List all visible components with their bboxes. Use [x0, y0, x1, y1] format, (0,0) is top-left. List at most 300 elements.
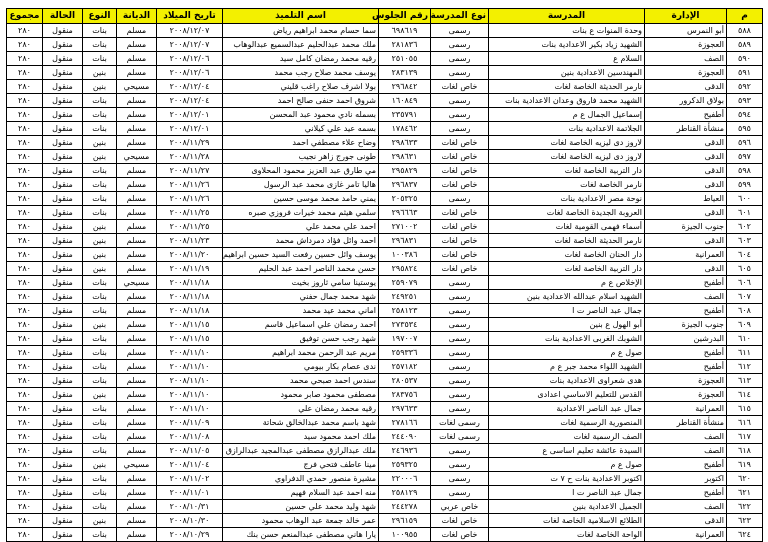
table-row [7, 150, 763, 164]
status-cell: منقول [43, 164, 83, 178]
administration-cell: العجوزة [645, 374, 727, 388]
row-index-cell: ٦١٧ [727, 430, 763, 444]
row-index-cell: ٥٩٨ [727, 164, 763, 178]
table-row [7, 402, 763, 416]
school-type-cell: خاص لغات [431, 234, 489, 248]
gender-cell: بنات [83, 486, 117, 500]
school-type-cell: رسمى [431, 192, 489, 206]
administration-cell: أطفيح [645, 108, 727, 122]
row-index-cell: ٥٩٤ [727, 108, 763, 122]
student-name-cell: يارا هاني مصطفى عبدالمنعم حسن بنك [223, 528, 379, 542]
administration-cell: اكتوبر [645, 472, 727, 486]
table-row [7, 38, 763, 52]
table-body [7, 24, 763, 542]
total-cell: ٢٨٠ [7, 472, 43, 486]
student-name-cell: منه احمد عبد السلام فهيم [223, 486, 379, 500]
school-cell: الطلائع الاسلامية الخاصة لغات [489, 514, 645, 528]
status-cell: منقول [43, 514, 83, 528]
gender-cell: بنين [83, 388, 117, 402]
gender-cell: بنين [83, 136, 117, 150]
student-name-cell: بولا اشرف صلاح راغب قليني [223, 80, 379, 94]
gender-cell: بنات [83, 164, 117, 178]
seat-number-cell: ٢٠٥٣٢٥ [379, 192, 431, 206]
table-row [7, 486, 763, 500]
row-index-cell: ٦٠٥ [727, 262, 763, 276]
religion-cell: مسلم [117, 108, 157, 122]
row-index-cell: ٥٨٩ [727, 38, 763, 52]
status-cell: منقول [43, 304, 83, 318]
administration-cell: منشأة القناطر [645, 122, 727, 136]
gender-cell: بنات [83, 402, 117, 416]
table-row [7, 360, 763, 374]
administration-cell: العجوزة [645, 38, 727, 52]
administration-cell: الدقى [645, 514, 727, 528]
header-index: م [727, 9, 763, 24]
birth-date-cell: ٢٠٠٨/١١/٢٦ [157, 178, 223, 192]
administration-cell: أطفيح [645, 360, 727, 374]
row-index-cell: ٥٩٩ [727, 178, 763, 192]
total-cell: ٢٨٠ [7, 430, 43, 444]
header-school: المدرسة [489, 9, 645, 24]
table-row [7, 66, 763, 80]
religion-cell: مسلم [117, 388, 157, 402]
school-cell: جمال عبد الناصر ت ا [489, 304, 645, 318]
row-index-cell: ٦١٩ [727, 458, 763, 472]
administration-cell: أبو النمرس [645, 24, 727, 38]
seat-number-cell: ٢٩٨٦٣٣ [379, 136, 431, 150]
gender-cell: بنين [83, 234, 117, 248]
status-cell: منقول [43, 206, 83, 220]
table-row [7, 24, 763, 38]
student-name-cell: شهد محمد جمال حفني [223, 290, 379, 304]
header-student-name: اسم التلميذ [223, 9, 379, 24]
table-row [7, 192, 763, 206]
administration-cell: الصف [645, 290, 727, 304]
school-type-cell: خاص لغات [431, 528, 489, 542]
seat-number-cell: ٢٣٥٧٩١ [379, 108, 431, 122]
school-cell: الجلاتمة الاعدادية بنات [489, 122, 645, 136]
religion-cell: مسلم [117, 430, 157, 444]
birth-date-cell: ٢٠٠٨/١١/٢٨ [157, 150, 223, 164]
status-cell: منقول [43, 332, 83, 346]
administration-cell: منشأة القناطر [645, 416, 727, 430]
administration-cell: الدقى [645, 262, 727, 276]
school-cell: الشهيد زياد بكير الاعدادية بنات [489, 38, 645, 52]
table-row [7, 416, 763, 430]
school-cell: المهندسين الاعدادية بنين [489, 66, 645, 80]
student-name-cell: احمد وائل فؤاد دمرداش محمد [223, 234, 379, 248]
total-cell: ٢٨٠ [7, 150, 43, 164]
status-cell: منقول [43, 416, 83, 430]
seat-number-cell: ٢٥٨١٢٣ [379, 304, 431, 318]
religion-cell: مسلم [117, 178, 157, 192]
row-index-cell: ٦٢٠ [727, 472, 763, 486]
seat-number-cell: ٢٩٦٨٤٢ [379, 80, 431, 94]
row-index-cell: ٦٠٨ [727, 304, 763, 318]
administration-cell: العجوزة [645, 388, 727, 402]
school-type-cell: خاص لغات [431, 150, 489, 164]
table-row [7, 304, 763, 318]
student-name-cell: يوسف محمد صلاح رجب محمد [223, 66, 379, 80]
seat-number-cell: ٢٨٣٧٥٦ [379, 388, 431, 402]
header-status: الحالة [43, 9, 83, 24]
total-cell: ٢٨٠ [7, 444, 43, 458]
gender-cell: بنات [83, 108, 117, 122]
gender-cell: بنين [83, 80, 117, 94]
seat-number-cell: ٢٤٤٢٧٨ [379, 500, 431, 514]
student-name-cell: ملك احمد محمود سيد [223, 430, 379, 444]
religion-cell: مسلم [117, 304, 157, 318]
row-index-cell: ٦١٠ [727, 332, 763, 346]
student-name-cell: يمني حامد محمد موسى حسين [223, 192, 379, 206]
school-cell: السلام ع [489, 52, 645, 66]
gender-cell: بنين [83, 514, 117, 528]
row-index-cell: ٦١٤ [727, 388, 763, 402]
table-row [7, 220, 763, 234]
birth-date-cell: ٢٠٠٨/١١/١٨ [157, 290, 223, 304]
birth-date-cell: ٢٠٠٨/١١/١٠ [157, 360, 223, 374]
birth-date-cell: ٢٠٠٨/١١/٢٠ [157, 248, 223, 262]
birth-date-cell: ٢٠٠٨/١١/٠٤ [157, 458, 223, 472]
school-type-cell: رسمى [431, 276, 489, 290]
header-administration: الإدارة [645, 9, 727, 24]
school-type-cell: رسمى [431, 66, 489, 80]
religion-cell: مسلم [117, 206, 157, 220]
administration-cell: جنوب الجيزة [645, 220, 727, 234]
religion-cell: مسلم [117, 444, 157, 458]
school-cell: الصف الرسمية لغات [489, 430, 645, 444]
school-cell: نوحة مصر الاعدادية بنات [489, 192, 645, 206]
school-type-cell: خاص عربي [431, 500, 489, 514]
gender-cell: بنات [83, 444, 117, 458]
religion-cell: مسلم [117, 248, 157, 262]
student-name-cell: اماني محمد عيد محمد [223, 304, 379, 318]
header-gender: النوع [83, 9, 117, 24]
religion-cell: مسلم [117, 290, 157, 304]
religion-cell: مسيحي [117, 80, 157, 94]
seat-number-cell: ٢٥٩٠٧٩ [379, 276, 431, 290]
school-cell: أسماء فهمى القومية لغات [489, 220, 645, 234]
school-cell: العروبة الجديدة الخاصة لغات [489, 206, 645, 220]
administration-cell: الدقى [645, 80, 727, 94]
row-index-cell: ٥٩١ [727, 66, 763, 80]
student-name-cell: احمد علي محمد علي [223, 220, 379, 234]
row-index-cell: ٦١٦ [727, 416, 763, 430]
student-name-cell: مريم عبد الرحمن محمد ابراهيم [223, 346, 379, 360]
seat-number-cell: ١٦٠٨٤٩ [379, 94, 431, 108]
table-row [7, 52, 763, 66]
total-cell: ٢٨٠ [7, 276, 43, 290]
status-cell: منقول [43, 150, 83, 164]
student-name-cell: رقيه محمد رمضان كامل سيد [223, 52, 379, 66]
status-cell: منقول [43, 458, 83, 472]
birth-date-cell: ٢٠٠٨/١٢/٠١ [157, 108, 223, 122]
school-type-cell: خاص لغات [431, 136, 489, 150]
administration-cell: بولاق الدكرور [645, 94, 727, 108]
school-cell: الإخلاص ع م [489, 276, 645, 290]
total-cell: ٢٨٠ [7, 486, 43, 500]
administration-cell: أطفيح [645, 346, 727, 360]
school-type-cell: رسمى [431, 108, 489, 122]
student-name-cell: احمد رمضان علي اسماعيل قاسم [223, 318, 379, 332]
religion-cell: مسلم [117, 416, 157, 430]
religion-cell: مسلم [117, 122, 157, 136]
gender-cell: بنين [83, 262, 117, 276]
total-cell: ٢٨٠ [7, 52, 43, 66]
table-row [7, 444, 763, 458]
school-type-cell: رسمى [431, 444, 489, 458]
table-row [7, 136, 763, 150]
row-index-cell: ٦١٨ [727, 444, 763, 458]
birth-date-cell: ٢٠٠٨/١١/١٠ [157, 402, 223, 416]
total-cell: ٢٨٠ [7, 318, 43, 332]
status-cell: منقول [43, 472, 83, 486]
gender-cell: بنات [83, 500, 117, 514]
school-type-cell: رسمى [431, 304, 489, 318]
birth-date-cell: ٢٠٠٨/١١/١٨ [157, 304, 223, 318]
total-cell: ٢٨٠ [7, 164, 43, 178]
gender-cell: بنات [83, 374, 117, 388]
student-name-cell: سندس احمد صبحي محمد [223, 374, 379, 388]
row-index-cell: ٦١١ [727, 346, 763, 360]
birth-date-cell: ٢٠٠٨/١١/٠٩ [157, 416, 223, 430]
birth-date-cell: ٢٠٠٨/١١/٢٩ [157, 136, 223, 150]
total-cell: ٢٨٠ [7, 262, 43, 276]
status-cell: منقول [43, 402, 83, 416]
administration-cell: أطفيح [645, 304, 727, 318]
religion-cell: مسلم [117, 486, 157, 500]
total-cell: ٢٨٠ [7, 24, 43, 38]
table-row [7, 234, 763, 248]
birth-date-cell: ٢٠٠٨/١١/١٥ [157, 318, 223, 332]
total-cell: ٢٨٠ [7, 192, 43, 206]
school-cell: وحدة المنوات ع بنات [489, 24, 645, 38]
seat-number-cell: ٢٩٦١٥٩ [379, 514, 431, 528]
status-cell: منقول [43, 220, 83, 234]
table-row [7, 430, 763, 444]
total-cell: ٢٨٠ [7, 402, 43, 416]
gender-cell: بنات [83, 332, 117, 346]
birth-date-cell: ٢٠٠٨/١١/٢٥ [157, 220, 223, 234]
school-cell: إسماعيل الجمال ع م [489, 108, 645, 122]
status-cell: منقول [43, 290, 83, 304]
header-birth-date: تاريخ الميلاد [157, 9, 223, 24]
administration-cell: الدقى [645, 178, 727, 192]
administration-cell: البدرشين [645, 332, 727, 346]
school-cell: صول ع م [489, 346, 645, 360]
total-cell: ٢٨٠ [7, 458, 43, 472]
gender-cell: بنات [83, 178, 117, 192]
seat-number-cell: ٢٨٣١٣٩ [379, 66, 431, 80]
status-cell: منقول [43, 192, 83, 206]
student-name-cell: بسمله نادي محمود عبد المحسن [223, 108, 379, 122]
religion-cell: مسلم [117, 514, 157, 528]
total-cell: ٢٨٠ [7, 94, 43, 108]
status-cell: منقول [43, 66, 83, 80]
administration-cell: الدقى [645, 206, 727, 220]
school-cell: نارمر الخاصة لغات [489, 178, 645, 192]
total-cell: ٢٨٠ [7, 388, 43, 402]
birth-date-cell: ٢٠٠٨/١١/١٥ [157, 332, 223, 346]
row-index-cell: ٦٠١ [727, 206, 763, 220]
student-name-cell: يوستينا سامي ثاروز بخيت [223, 276, 379, 290]
school-type-cell: خاص لغات [431, 514, 489, 528]
status-cell: منقول [43, 388, 83, 402]
total-cell: ٢٨٠ [7, 80, 43, 94]
religion-cell: مسلم [117, 24, 157, 38]
religion-cell: مسلم [117, 360, 157, 374]
row-index-cell: ٥٩٧ [727, 150, 763, 164]
school-type-cell: رسمى [431, 472, 489, 486]
row-index-cell: ٦٢٤ [727, 528, 763, 542]
school-type-cell: رسمى [431, 360, 489, 374]
religion-cell: مسلم [117, 374, 157, 388]
administration-cell: أطفيح [645, 486, 727, 500]
administration-cell: الدقى [645, 136, 727, 150]
school-type-cell: رسمى [431, 122, 489, 136]
birth-date-cell: ٢٠٠٨/١١/٠٢ [157, 472, 223, 486]
school-type-cell: خاص لغات [431, 80, 489, 94]
gender-cell: بنين [83, 220, 117, 234]
school-cell: الشوبك الغربى الاعدادية بنات [489, 332, 645, 346]
table-header-row [7, 9, 763, 24]
table-row [7, 374, 763, 388]
school-type-cell: رسمى [431, 346, 489, 360]
row-index-cell: ٦٠٦ [727, 276, 763, 290]
status-cell: منقول [43, 360, 83, 374]
seat-number-cell: ٢٤٩٢٥١ [379, 290, 431, 304]
religion-cell: مسيحي [117, 458, 157, 472]
status-cell: منقول [43, 178, 83, 192]
seat-number-cell: ٢٥٩٣٢٥ [379, 458, 431, 472]
total-cell: ٢٨٠ [7, 108, 43, 122]
school-type-cell: خاص لغات [431, 206, 489, 220]
results-table [6, 8, 763, 542]
birth-date-cell: ٢٠٠٨/١١/١٨ [157, 276, 223, 290]
student-name-cell: حسن محمد الناصر احمد عبد الحليم [223, 262, 379, 276]
school-type-cell: رسمى [431, 94, 489, 108]
student-name-cell: هاليا تامر غازى محمد عبد الرسول [223, 178, 379, 192]
row-index-cell: ٦٢٢ [727, 500, 763, 514]
status-cell: منقول [43, 500, 83, 514]
student-name-cell: شهد باسم محمد عبدالخالق شحاتة [223, 416, 379, 430]
status-cell: منقول [43, 122, 83, 136]
table-row [7, 500, 763, 514]
student-name-cell: مصطفى محمود صابر محمود [223, 388, 379, 402]
student-name-cell: شروق احمد حنفى صالح احمد [223, 94, 379, 108]
administration-cell: الصف [645, 444, 727, 458]
seat-number-cell: ٢٩٧٦٣٣ [379, 402, 431, 416]
seat-number-cell: ١٠٠٩٥٥ [379, 528, 431, 542]
gender-cell: بنات [83, 24, 117, 38]
row-index-cell: ٥٩٠ [727, 52, 763, 66]
gender-cell: بنات [83, 192, 117, 206]
seat-number-cell: ٢٩٥٨٢٤ [379, 262, 431, 276]
seat-number-cell: ٢٧٨١٦٦ [379, 416, 431, 430]
total-cell: ٢٨٠ [7, 514, 43, 528]
table-row [7, 290, 763, 304]
total-cell: ٢٨٠ [7, 500, 43, 514]
total-cell: ٢٨٠ [7, 220, 43, 234]
school-cell: دار التربية الخاصة لغات [489, 262, 645, 276]
seat-number-cell: ٢٩٦٨٣٧ [379, 178, 431, 192]
school-type-cell: رسمى [431, 486, 489, 500]
school-type-cell: رسمى [431, 458, 489, 472]
religion-cell: مسلم [117, 262, 157, 276]
school-type-cell: رسمى [431, 24, 489, 38]
row-index-cell: ٦٠٩ [727, 318, 763, 332]
table-row [7, 206, 763, 220]
status-cell: منقول [43, 262, 83, 276]
total-cell: ٢٨٠ [7, 374, 43, 388]
student-name-cell: ندى عصام بكار بيومي [223, 360, 379, 374]
seat-number-cell: ٢٤٦٩٣٦ [379, 444, 431, 458]
header-seat-number: رقم الجلوس [379, 9, 431, 24]
birth-date-cell: ٢٠٠٨/١١/١٩ [157, 262, 223, 276]
status-cell: منقول [43, 276, 83, 290]
table-row [7, 458, 763, 472]
gender-cell: بنات [83, 206, 117, 220]
religion-cell: مسيحي [117, 150, 157, 164]
row-index-cell: ٦٠٣ [727, 234, 763, 248]
school-cell: دار الحنان الخاصة لغات [489, 248, 645, 262]
school-cell: الشهيد اللواء محمد جبر ع م [489, 360, 645, 374]
student-name-cell: يوسف وائل حسين رفعت السيد حسين ابراهيم [223, 248, 379, 262]
student-name-cell: بسمه عيد علي كيلاني [223, 122, 379, 136]
row-index-cell: ٥٨٨ [727, 24, 763, 38]
table-row [7, 262, 763, 276]
gender-cell: بنات [83, 528, 117, 542]
status-cell: منقول [43, 136, 83, 150]
seat-number-cell: ١٩٧٠٠٧ [379, 332, 431, 346]
total-cell: ٢٨٠ [7, 234, 43, 248]
school-cell: أبو الهول ع بنين [489, 318, 645, 332]
row-index-cell: ٦٠٢ [727, 220, 763, 234]
religion-cell: مسلم [117, 234, 157, 248]
total-cell: ٢٨٠ [7, 528, 43, 542]
religion-cell: مسلم [117, 402, 157, 416]
gender-cell: بنات [83, 430, 117, 444]
seat-number-cell: ٦٩٨٦١٩ [379, 24, 431, 38]
row-index-cell: ٥٩٢ [727, 80, 763, 94]
religion-cell: مسلم [117, 220, 157, 234]
student-name-cell: عمر خالد جمعة عبد الوهاب محمود [223, 514, 379, 528]
religion-cell: مسلم [117, 38, 157, 52]
birth-date-cell: ٢٠٠٨/١١/٢٣ [157, 234, 223, 248]
administration-cell: الدقى [645, 164, 727, 178]
religion-cell: مسلم [117, 136, 157, 150]
status-cell: منقول [43, 430, 83, 444]
header-school-type: نوع المدرسة [431, 9, 489, 24]
birth-date-cell: ٢٠٠٨/١٠/٢٩ [157, 528, 223, 542]
row-index-cell: ٦٢١ [727, 486, 763, 500]
school-type-cell: خاص لغات [431, 178, 489, 192]
birth-date-cell: ٢٠٠٨/١٢/٠٧ [157, 38, 223, 52]
table-row [7, 332, 763, 346]
birth-date-cell: ٢٠٠٨/١١/١٠ [157, 388, 223, 402]
student-name-cell: سما حسام محمد ابراهيم رياض [223, 24, 379, 38]
table-row [7, 80, 763, 94]
seat-number-cell: ٢٧١٠٠٢ [379, 220, 431, 234]
school-type-cell: خاص لغات [431, 220, 489, 234]
birth-date-cell: ٢٠٠٨/١١/١٠ [157, 374, 223, 388]
seat-number-cell: ٢٩٦٦٦٣ [379, 206, 431, 220]
administration-cell: العمرانية [645, 528, 727, 542]
school-cell: هدى شعراوى الاعدادية بنات [489, 374, 645, 388]
religion-cell: مسلم [117, 66, 157, 80]
table-row [7, 178, 763, 192]
school-cell: السيدة عائشة تعليم اساسى ع [489, 444, 645, 458]
